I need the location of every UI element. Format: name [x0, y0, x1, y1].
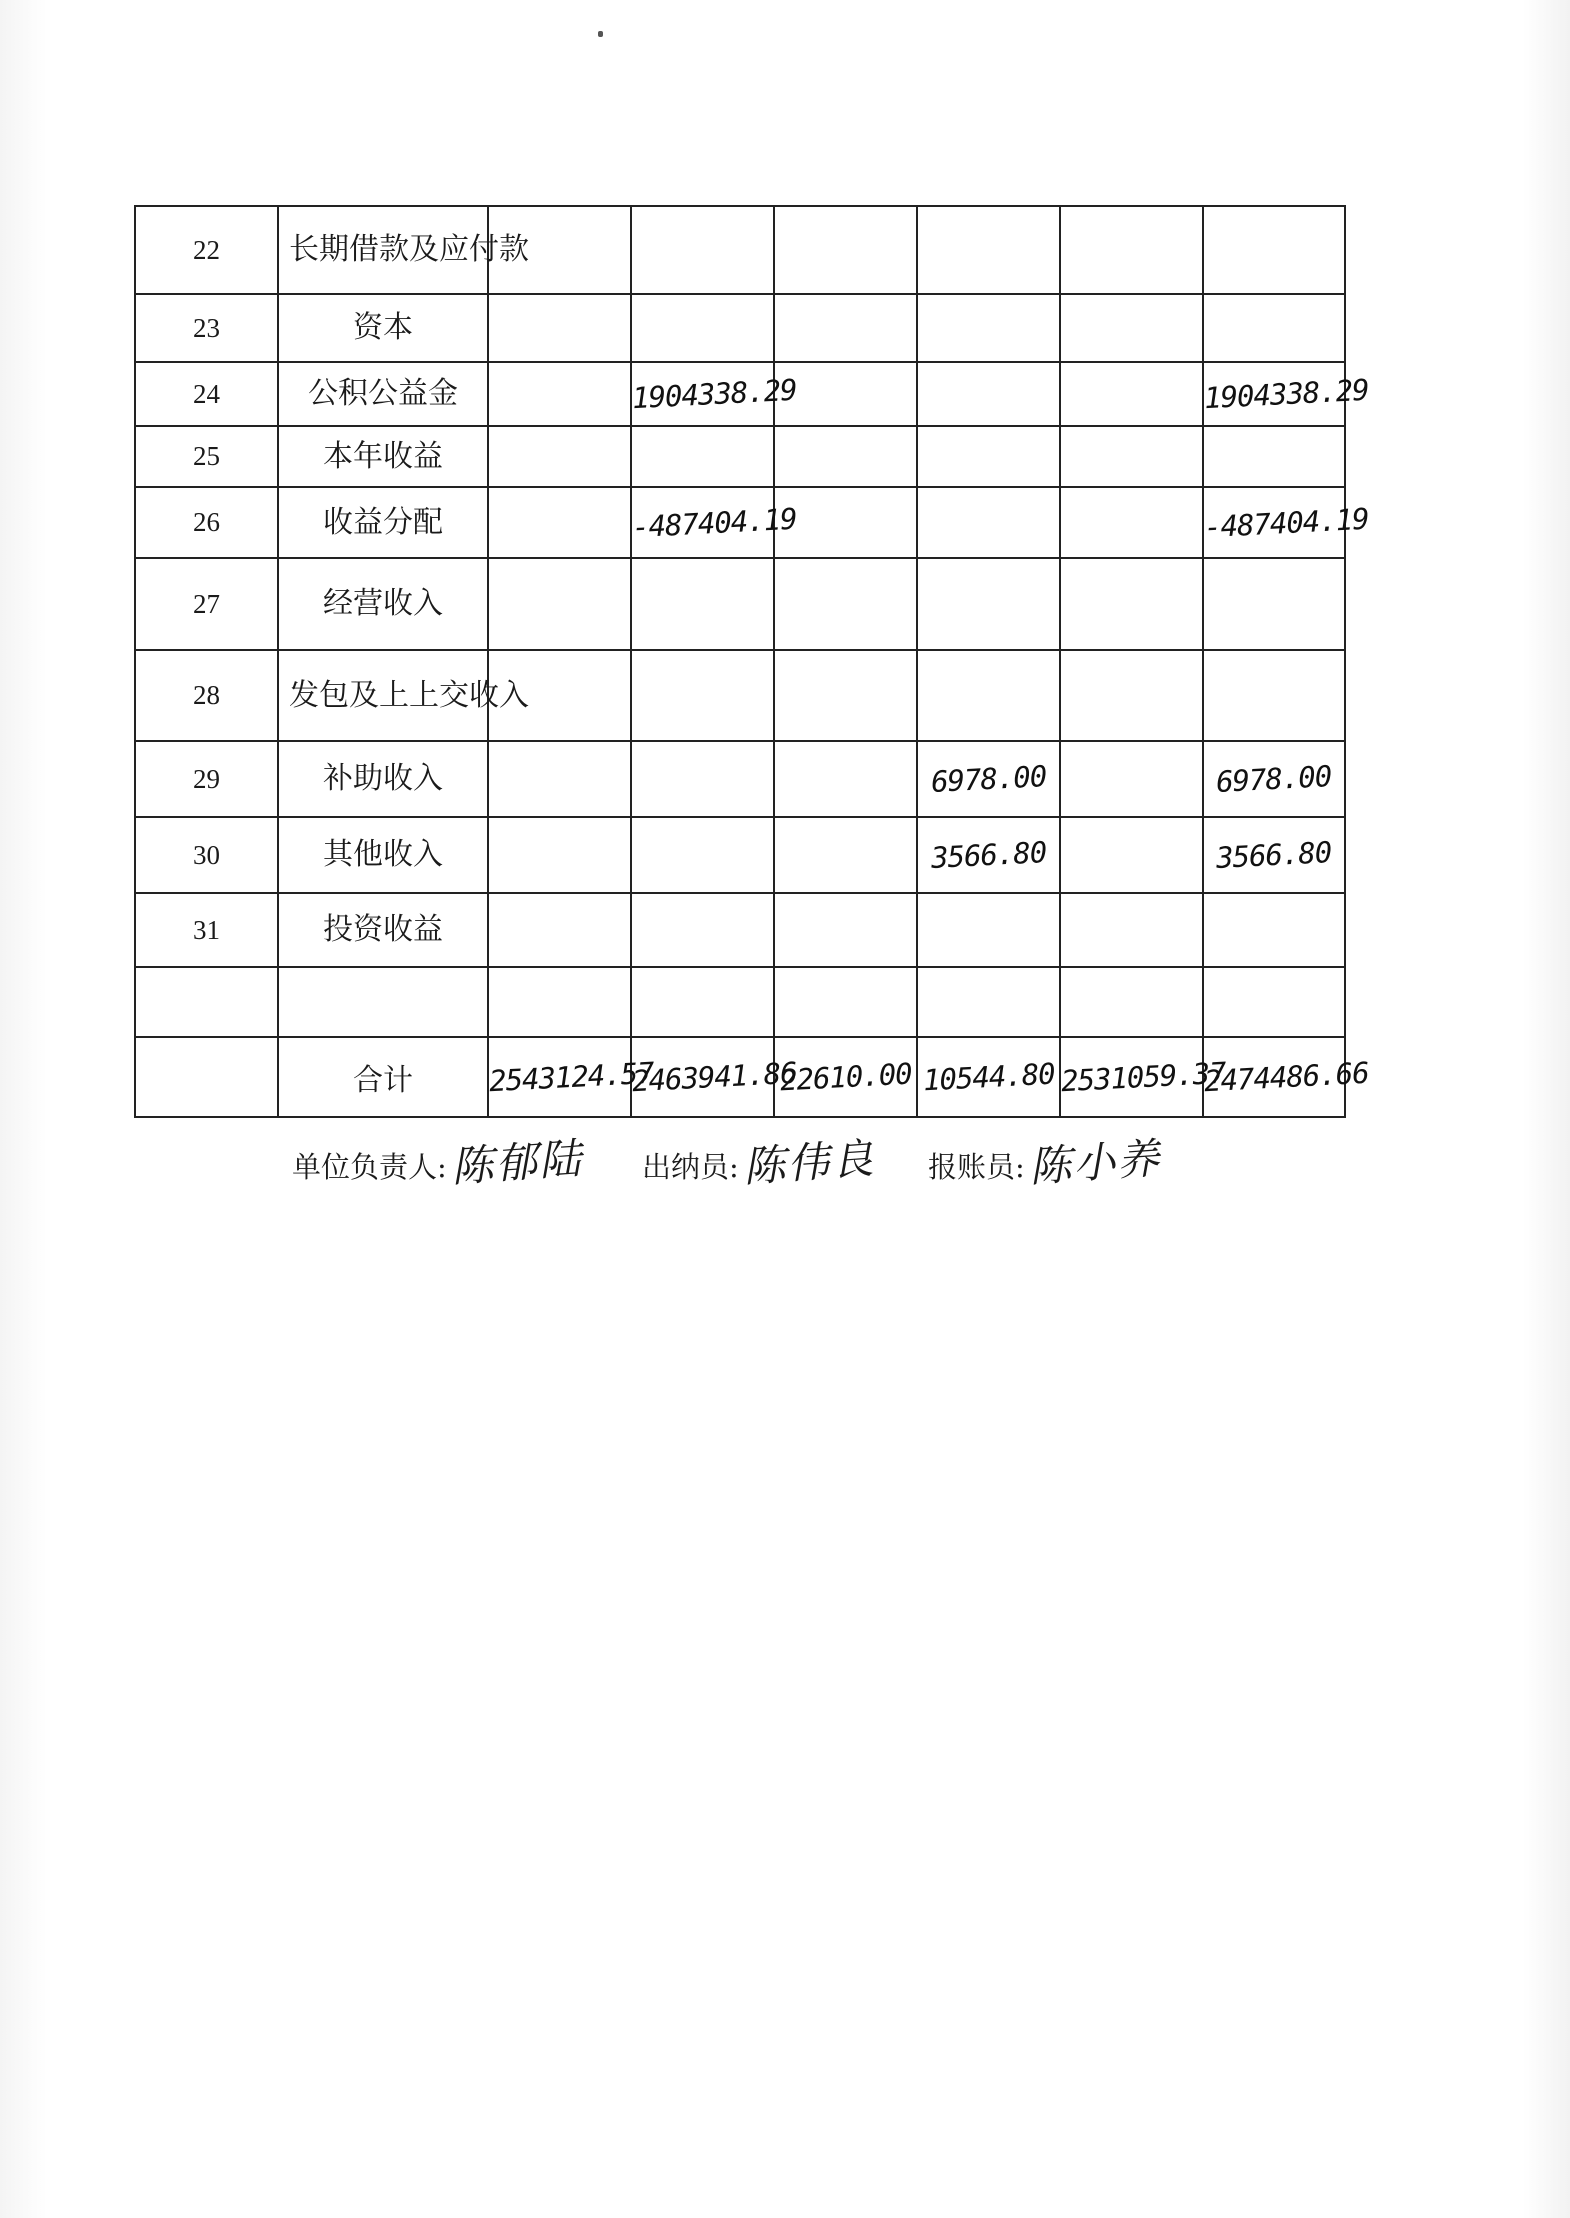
- cell-col1: [488, 650, 631, 741]
- row-item: 投资收益: [278, 893, 488, 967]
- head-signature-block: [292, 1130, 583, 1190]
- cell-col3: [774, 426, 917, 487]
- cell-col2: [631, 206, 774, 294]
- row-number: 29: [135, 741, 278, 817]
- cell-col6: [1203, 558, 1345, 650]
- row-number: 30: [135, 817, 278, 893]
- cell-col6: 3566.80: [1203, 817, 1345, 893]
- row-item: 发包及上上交收入: [278, 650, 488, 741]
- accountant-signature-block: [928, 1130, 1161, 1190]
- cell-col4: 6978.00: [917, 741, 1060, 817]
- cell-col6: [1203, 426, 1345, 487]
- cell-col4: [917, 558, 1060, 650]
- cell-col4: [917, 362, 1060, 426]
- head-signature: 陈郁陆: [449, 1133, 585, 1192]
- cashier-signature: 陈伟良: [741, 1133, 877, 1192]
- cashier-label: 出纳员:: [642, 1150, 739, 1184]
- cell-col5: [1060, 294, 1203, 362]
- row-number: 26: [135, 487, 278, 558]
- row-number: 23: [135, 294, 278, 362]
- row-item: 收益分配: [278, 487, 488, 558]
- cell-col4: [917, 206, 1060, 294]
- ledger-table: [134, 205, 1370, 1118]
- cell-col2: [631, 294, 774, 362]
- cell-col5: [1060, 650, 1203, 741]
- cell-col5: [1060, 558, 1203, 650]
- cell-col3: [774, 362, 917, 426]
- row-number: 31: [135, 893, 278, 967]
- cashier-signature-block: [642, 1130, 875, 1190]
- row-item: 其他收入: [278, 817, 488, 893]
- total-row: [135, 1037, 1345, 1117]
- cell-col2: [631, 426, 774, 487]
- cell-col6: [1203, 294, 1345, 362]
- cell-col3: [774, 206, 917, 294]
- table-row: [135, 558, 1345, 650]
- row-number: 22: [135, 206, 278, 294]
- table-row: [135, 967, 1345, 1037]
- row-item: 经营收入: [278, 558, 488, 650]
- cell-col4: [917, 967, 1060, 1037]
- cell-col2: [631, 817, 774, 893]
- cell-col3: [774, 487, 917, 558]
- scan-speck: [598, 31, 603, 37]
- cell-col1: [488, 362, 631, 426]
- total-col5: 2531059.37: [1060, 1037, 1203, 1117]
- table-row: [135, 817, 1345, 893]
- cell-col5: [1060, 893, 1203, 967]
- cell-col2: [631, 650, 774, 741]
- cell-col4: [917, 650, 1060, 741]
- cell-col4: [917, 426, 1060, 487]
- cell-col5: [1060, 487, 1203, 558]
- cell-col4: [917, 893, 1060, 967]
- table-row: [135, 741, 1345, 817]
- row-item: 资本: [278, 294, 488, 362]
- total-label: 合计: [278, 1037, 488, 1117]
- cell-col6: [1203, 650, 1345, 741]
- table-row: [135, 362, 1345, 426]
- cell-col1: [488, 741, 631, 817]
- signature-footer: [0, 1130, 1570, 1200]
- total-col3: 22610.00: [774, 1037, 917, 1117]
- total-number-cell: [135, 1037, 278, 1117]
- row-item: 长期借款及应付款: [278, 206, 488, 294]
- cell-col2: 1904338.29: [631, 362, 774, 426]
- cell-col4: 3566.80: [917, 817, 1060, 893]
- table-row: [135, 426, 1345, 487]
- cell-col1: [488, 487, 631, 558]
- total-col1: 2543124.57: [488, 1037, 631, 1117]
- cell-col6: 6978.00: [1203, 741, 1345, 817]
- cell-col5: [1060, 741, 1203, 817]
- cell-col2: -487404.19: [631, 487, 774, 558]
- cell-col5: [1060, 426, 1203, 487]
- cell-col6: [1203, 206, 1345, 294]
- head-label: 单位负责人:: [292, 1150, 447, 1184]
- cell-col3: [774, 294, 917, 362]
- cell-col1: [488, 817, 631, 893]
- table-row: [135, 893, 1345, 967]
- cell-col4: [917, 487, 1060, 558]
- accountant-label: 报账员:: [928, 1150, 1025, 1184]
- cell-col2: [631, 558, 774, 650]
- table-row: [135, 487, 1345, 558]
- accountant-signature: 陈小养: [1027, 1133, 1163, 1192]
- cell-col3: [774, 650, 917, 741]
- cell-col5: [1060, 967, 1203, 1037]
- total-col4: 10544.80: [917, 1037, 1060, 1117]
- row-item: 本年收益: [278, 426, 488, 487]
- cell-col6: [1203, 967, 1345, 1037]
- cell-col1: [488, 967, 631, 1037]
- row-number: [135, 967, 278, 1037]
- table-row: [135, 650, 1345, 741]
- cell-col1: [488, 893, 631, 967]
- cell-col5: [1060, 817, 1203, 893]
- cell-col2: [631, 967, 774, 1037]
- total-col2: 2463941.86: [631, 1037, 774, 1117]
- cell-col3: [774, 741, 917, 817]
- cell-col1: [488, 206, 631, 294]
- cell-col4: [917, 294, 1060, 362]
- cell-col2: [631, 741, 774, 817]
- row-item: 公积公益金: [278, 362, 488, 426]
- cell-col5: [1060, 362, 1203, 426]
- cell-col6: 1904338.29: [1203, 362, 1345, 426]
- table-row: [135, 294, 1345, 362]
- cell-col3: [774, 558, 917, 650]
- row-number: 27: [135, 558, 278, 650]
- cell-col1: [488, 558, 631, 650]
- cell-col1: [488, 294, 631, 362]
- cell-col1: [488, 426, 631, 487]
- cell-col2: [631, 893, 774, 967]
- row-number: 28: [135, 650, 278, 741]
- row-number: 25: [135, 426, 278, 487]
- cell-col3: [774, 817, 917, 893]
- cell-col3: [774, 967, 917, 1037]
- row-item: [278, 967, 488, 1037]
- cell-col3: [774, 893, 917, 967]
- table-row: [135, 206, 1345, 294]
- total-col6: 2474486.66: [1203, 1037, 1345, 1117]
- cell-col5: [1060, 206, 1203, 294]
- ledger-body: [135, 206, 1370, 1117]
- cell-col6: [1203, 893, 1345, 967]
- row-item: 补助收入: [278, 741, 488, 817]
- row-number: 24: [135, 362, 278, 426]
- cell-col6: -487404.19: [1203, 487, 1345, 558]
